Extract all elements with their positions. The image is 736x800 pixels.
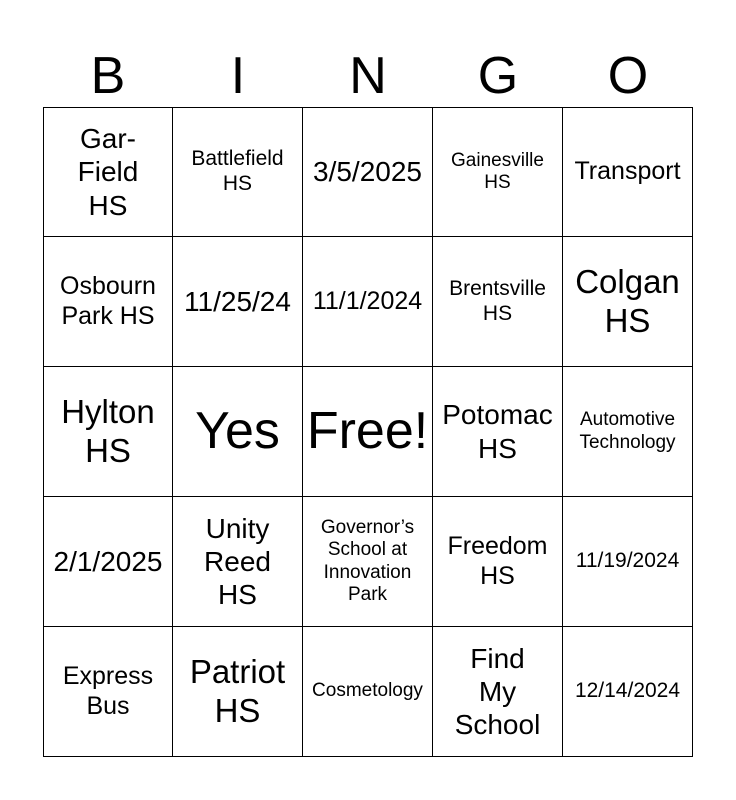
bingo-cell[interactable] [563, 107, 693, 237]
cell-label: 3/5/2025 [313, 156, 422, 188]
cell-label: Potomac HS [442, 399, 553, 464]
cell-label: Find My School [454, 642, 541, 741]
bingo-header [43, 44, 693, 108]
bingo-cell[interactable] [173, 107, 303, 237]
bingo-cell[interactable] [563, 497, 693, 627]
bingo-cell[interactable] [43, 367, 173, 497]
bingo-cell[interactable] [433, 627, 563, 757]
bingo-cell[interactable] [43, 627, 173, 757]
bingo-cell[interactable] [43, 237, 173, 367]
cell-label: 12/14/2024 [574, 679, 681, 703]
cell-label: Gainesville HS [451, 149, 544, 193]
free-space-cell[interactable] [303, 367, 433, 497]
cell-label: 11/19/2024 [575, 549, 680, 573]
bingo-board [43, 107, 693, 757]
header-letter-o: O [607, 47, 649, 105]
bingo-cell[interactable] [173, 627, 303, 757]
cell-label: Automotive Technology [579, 409, 676, 453]
bingo-cell[interactable] [433, 367, 563, 497]
cell-label: 11/25/24 [184, 285, 291, 317]
cell-label: Governor’s School at Innovation Park [320, 516, 415, 605]
header-letter-b: B [90, 47, 126, 105]
bingo-cell[interactable] [433, 237, 563, 367]
bingo-cell[interactable] [43, 497, 173, 627]
cell-label: Yes [195, 401, 280, 460]
cell-label: Brentsville HS [449, 276, 546, 325]
cell-label: Patriot HS [189, 652, 286, 729]
bingo-cell[interactable] [173, 367, 303, 497]
bingo-cell[interactable] [563, 367, 693, 497]
bingo-cell[interactable] [43, 107, 173, 237]
cell-label: 11/1/2024 [312, 286, 423, 315]
cell-label: Osbourn Park HS [60, 272, 156, 330]
header-letter-i: I [230, 47, 246, 105]
bingo-cell[interactable] [563, 237, 693, 367]
cell-label: Gar- Field HS [77, 123, 139, 221]
cell-label: 2/1/2025 [53, 545, 163, 577]
header-letter-g: G [477, 47, 519, 105]
bingo-cell[interactable] [433, 107, 563, 237]
bingo-cell[interactable] [303, 237, 433, 367]
bingo-cell[interactable] [173, 497, 303, 627]
bingo-cell[interactable] [173, 237, 303, 367]
cell-label: Cosmetology [312, 680, 423, 702]
cell-label: Hylton HS [61, 392, 155, 469]
bingo-cell[interactable] [303, 107, 433, 237]
cell-label: Colgan HS [575, 262, 680, 339]
free-space-label: Free! [306, 401, 429, 460]
cell-label: Freedom HS [447, 532, 548, 590]
cell-label: Transport [574, 157, 681, 186]
cell-label: Express Bus [62, 662, 154, 720]
bingo-cell[interactable] [303, 497, 433, 627]
bingo-cell[interactable] [563, 627, 693, 757]
bingo-cell[interactable] [303, 627, 433, 757]
bingo-cell[interactable] [433, 497, 563, 627]
cell-label: Unity Reed HS [204, 512, 271, 611]
cell-label: Battlefield HS [191, 147, 284, 195]
header-letter-n: N [349, 47, 387, 105]
